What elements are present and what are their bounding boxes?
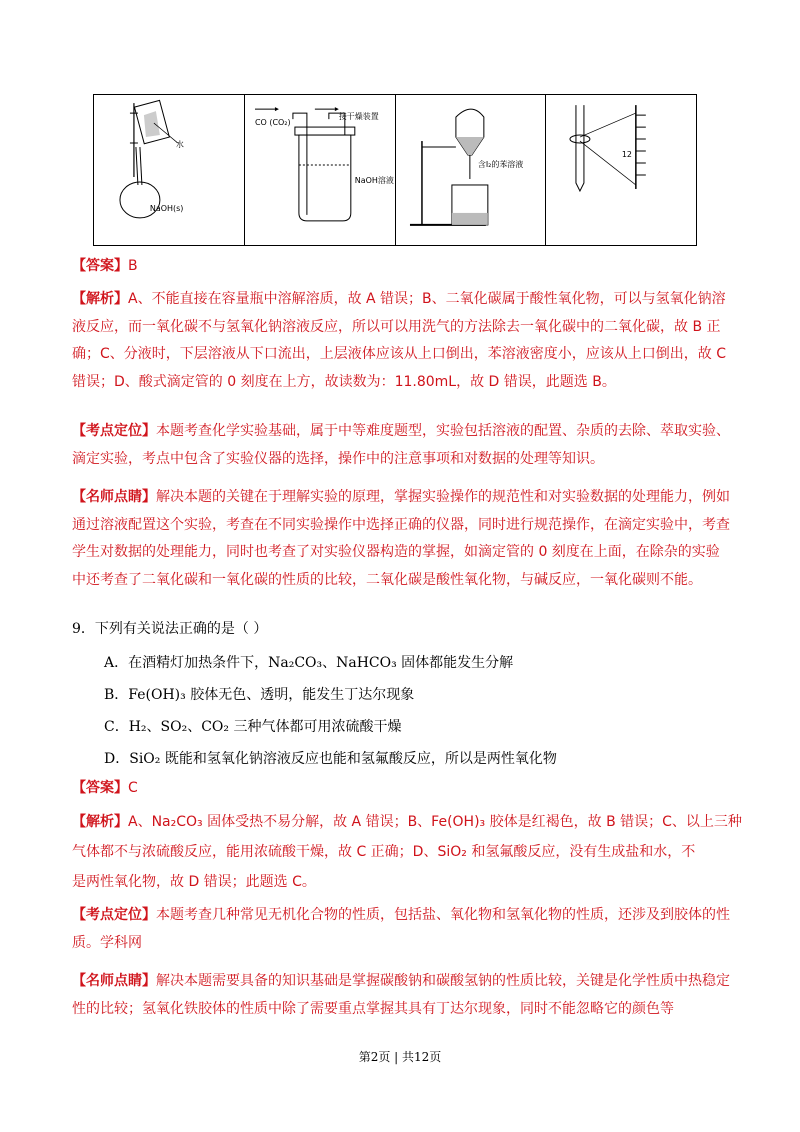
figure-gas-washing [245, 95, 396, 245]
q9-stem: 9．下列有关说法正确的是（ ） [72, 621, 268, 637]
q9-analysis-line-2: 气体都不与浓硫酸反应，能用浓硫酸干燥，故 C 正确；D、SiO₂ 和氢氟酸反应，没有生成盐和水，不 [72, 844, 696, 860]
wash-bottle-diagram [245, 95, 395, 245]
q8-point [72, 418, 732, 473]
point-tag: 【考点定位】 [72, 907, 156, 923]
q9-option-c: C．H₂、SO₂、CO₂ 三种气体都可用浓硫酸干燥 [104, 719, 402, 735]
analysis-text: A、Na₂CO₃ 固体受热不易分解，故 A 错误；B、Fe(OH)₃ 胶体是红褐色，故 B 错误；C、以上三种 [128, 814, 742, 830]
scale-12-label: 12 [622, 150, 633, 160]
answer-tag: 【答案】 [72, 258, 128, 274]
point-text: 本题考查化学实验基础，属于中等难度题型，实验包括溶液的配置、杂质的去除、萃取实验、滴定实验，考点中包含了实验仪器的选择，操作中的注意事项和对数据的处理等知识。 [72, 423, 730, 467]
gas-in-label: CO (CO₂) [254, 118, 291, 128]
analysis-text: A、不能直接在容量瓶中溶解溶质，故 A 错误；B、二氧化碳属于酸性氧化物，可以与氢氧化钠溶液反应，而一氧化碳不与氢氧化钠溶液反应，所以可以用洗气的方法除去一氧化碳中的二氧化碳，故 B 正确；C、分液时，下层溶液从下口流出，上层液体应该从上口倒出，苯溶液密度小，应该从上口倒出，故 C 错误；D、酸式滴定管的 0 刻度在上方，故读数为：11.80mL，故 D 错误，此题选 B。 [72, 291, 726, 390]
page-footer: 第2页 | 共12页 [358, 1050, 442, 1064]
figure-panel [93, 94, 697, 246]
point-tag: 【考点定位】 [72, 423, 156, 439]
q9-option-b: B．Fe(OH)₃ 胶体无色、透明，能发生丁达尔现象 [104, 687, 415, 703]
answer-tag: 【答案】 [72, 780, 128, 796]
answer-value: C [128, 780, 138, 796]
funnel-diagram [396, 95, 546, 245]
q8-teacher [72, 484, 732, 594]
q9-analysis-line-3: 是两性氧化物，故 D 错误；此题选 C。 [72, 874, 316, 890]
q8-answer [72, 256, 138, 276]
point-text: 本题考查几种常见无机化合物的性质，包括盐、氧化物和氢氧化物的性质，还涉及到胶体的性质。学科网 [72, 907, 730, 951]
i2-benzene-label: 含I₂的苯溶液 [477, 160, 523, 170]
naoh-solution-label: NaOH溶液 [354, 175, 394, 185]
water-label: 水 [175, 140, 184, 150]
naoh-solid-label: NaOH(s) [149, 203, 184, 213]
to-dryer-label: 接干燥装置 [338, 112, 379, 122]
q9-answer [72, 778, 138, 798]
figure-burette [546, 95, 696, 245]
q9-point [72, 902, 732, 957]
figure-volumetric-flask [94, 95, 245, 245]
analysis-tag: 【解析】 [72, 291, 128, 307]
teacher-tag: 【名师点睛】 [72, 973, 156, 989]
analysis-tag: 【解析】 [72, 814, 128, 830]
q8-analysis [72, 286, 732, 396]
teacher-text: 解决本题需要具备的知识基础是掌握碳酸钠和碳酸氢钠的性质比较，关键是化学性质中热稳定性的比较；氢氧化铁胶体的性质中除了需要重点掌握其具有丁达尔现象，同时不能忽略它的颜色等 [72, 973, 730, 1017]
teacher-tag: 【名师点睛】 [72, 489, 156, 505]
flask-diagram [94, 95, 244, 245]
figure-separatory-funnel [396, 95, 547, 245]
q9-option-a: A．在酒精灯加热条件下，Na₂CO₃、NaHCO₃ 固体都能发生分解 [104, 655, 514, 671]
q9-teacher [72, 968, 732, 1023]
q9-analysis-line-1 [72, 812, 742, 832]
burette-diagram [546, 95, 696, 245]
answer-value: B [128, 258, 138, 274]
q9-option-d: D．SiO₂ 既能和氢氧化钠溶液反应也能和氢氟酸反应，所以是两性氧化物 [104, 751, 557, 767]
teacher-text: 解决本题的关键在于理解实验的原理，掌握实验操作的规范性和对实验数据的处理能力，例如通过溶液配置这个实验，考查在不同实验操作中选择正确的仪器，同时进行规范操作，在滴定实验中，考查学生对数据的处理能力，同时也考查了对实验仪器构造的掌握，如滴定管的 0 刻度在上面，在除杂的实验中还考查了二氧化碳和一氧化碳的性质的比较，二氧化碳是酸性氧化物，与碱反应，一氧化碳则不能。 [72, 489, 730, 588]
